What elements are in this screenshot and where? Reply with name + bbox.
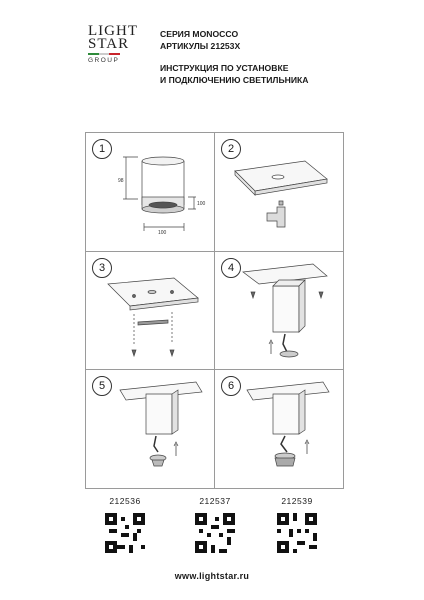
step-1-panel <box>86 133 214 251</box>
qr-code[interactable] <box>195 513 235 553</box>
article-numbers: АРТИКУЛЫ 21253X <box>160 41 241 51</box>
connect-wires-drawing <box>86 370 214 488</box>
installation-steps-grid <box>85 132 344 489</box>
article-code-item <box>272 496 322 558</box>
article-code-label: 212536 <box>109 496 141 506</box>
brand-logo <box>88 25 148 95</box>
step-number: 5 <box>92 376 112 396</box>
series-name: СЕРИЯ MONOCCO <box>160 29 239 39</box>
lamp-dimensions-drawing <box>86 133 214 251</box>
article-code-item <box>190 496 240 558</box>
qr-code[interactable] <box>105 513 145 553</box>
step-2-panel <box>215 133 343 251</box>
logo-line-group: GROUP <box>88 57 120 64</box>
step-3-panel <box>86 252 214 370</box>
logo-line-light: LIGHT <box>88 23 138 39</box>
height-dimension: 98 <box>118 178 124 184</box>
step-number: 3 <box>92 258 112 278</box>
ceiling-plate-drawing <box>215 133 343 251</box>
instruction-title-line1: ИНСТРУКЦИЯ ПО УСТАНОВКЕ <box>160 63 289 73</box>
logo-line-star: STAR <box>88 36 130 52</box>
insert-lamp-drawing <box>215 370 343 488</box>
step-number: 4 <box>221 258 241 278</box>
step-number: 2 <box>221 139 241 159</box>
attach-body-drawing <box>215 252 343 370</box>
document-header <box>160 28 360 86</box>
step-4-panel <box>215 252 343 370</box>
instruction-title-line2: И ПОДКЛЮЧЕНИЮ СВЕТИЛЬНИКА <box>160 75 309 85</box>
step-number: 1 <box>92 139 112 159</box>
website-url[interactable]: www.lightstar.ru <box>174 571 250 581</box>
step-6-panel <box>215 370 343 488</box>
base-dimension: 100 <box>197 201 206 207</box>
italian-flag-stripe <box>88 53 120 55</box>
diameter-dimension: 100 <box>158 230 167 236</box>
qr-code[interactable] <box>277 513 317 553</box>
article-code-label: 212539 <box>281 496 313 506</box>
step-number: 6 <box>221 376 241 396</box>
article-code-label: 212537 <box>199 496 231 506</box>
step-5-panel <box>86 370 214 488</box>
article-code-item <box>100 496 150 558</box>
mounting-screws-drawing <box>86 252 214 370</box>
